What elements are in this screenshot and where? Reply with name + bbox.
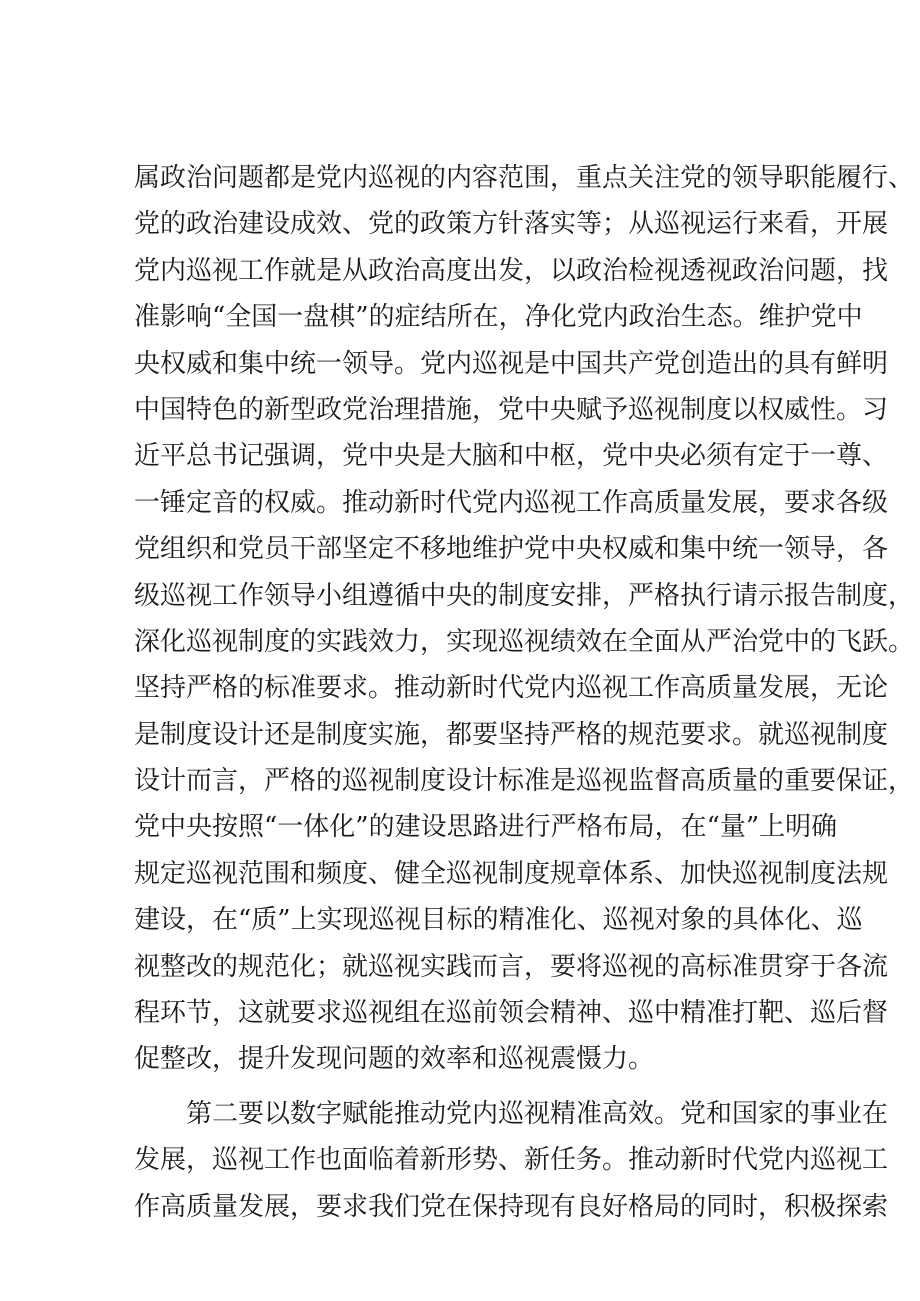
- text-line: 近平总书记强调，党中央是大脑和中枢，党中央必须有定于一尊、: [134, 441, 889, 472]
- text-line: 是制度设计还是制度实施，都要坚持严格的规范要求。就巡视制度: [134, 719, 889, 750]
- text-line: 视整改的规范化；就巡视实践而言，要将巡视的高标准贯穿于各流: [134, 951, 889, 982]
- paragraph-gap: [134, 1083, 798, 1091]
- text-line: 程环节，这就要求巡视组在巡前领会精神、巡中精准打靶、巡后督: [134, 998, 889, 1029]
- text-line: 建设，在“质”上实现巡视目标的精准化、巡视对象的具体化、巡: [134, 905, 863, 936]
- text-line: 属政治问题都是党内巡视的内容范围，重点关注党的领导职能履行、: [134, 163, 915, 193]
- text-line: 党组织和党员干部坚定不移地维护党中央权威和集中统一领导，各: [134, 534, 889, 565]
- text-line: 中国特色的新型政党治理措施，党中央赋予巡视制度以权威性。习: [134, 394, 889, 425]
- text-line: 央权威和集中统一领导。党内巡视是中国共产党创造出的具有鲜明: [134, 348, 889, 379]
- text-line: 党的政治建设成效、党的政策方针落实等；从巡视运行来看，开展: [134, 209, 889, 240]
- text-line: 党中央按照“一体化”的建设思路进行严格布局，在“量”上明确: [134, 812, 838, 843]
- text-line: 深化巡视制度的实践效力，实现巡视绩效在全面从严治党中的飞跃。: [134, 626, 915, 657]
- text-line: 准影响“全国一盘棋”的症结所在，净化党内政治生态。维护党中: [134, 302, 863, 333]
- text-line: 规定巡视范围和频度、健全巡视制度规章体系、加快巡视制度法规: [134, 858, 889, 889]
- text-line: 一锤定音的权威。推动新时代党内巡视工作高质量发展，要求各级: [134, 487, 889, 518]
- paragraph-1: [134, 155, 915, 1083]
- paragraph-2: [134, 1091, 889, 1230]
- text-line: 设计而言，严格的巡视制度设计标准是巡视监督高质量的重要保证，: [134, 766, 915, 797]
- text-line: 坚持严格的标准要求。推动新时代党内巡视工作高质量发展，无论: [134, 673, 889, 704]
- body-text: [134, 155, 915, 1230]
- text-line: 发展，巡视工作也面临着新形势、新任务。推动新时代党内巡视工: [134, 1145, 889, 1176]
- text-line: 作高质量发展，要求我们党在保持现有良好格局的同时，积极探索: [134, 1191, 889, 1222]
- text-line: 促整改，提升发现问题的效率和巡视震慑力。: [134, 1044, 655, 1075]
- text-line: 级巡视工作领导小组遵循中央的制度安排，严格执行请示报告制度，: [134, 580, 915, 611]
- text-line: 党内巡视工作就是从政治高度出发，以政治检视透视政治问题，找: [134, 255, 889, 286]
- text-line: 第二要以数字赋能推动党内巡视精准高效。党和国家的事业在: [186, 1098, 889, 1129]
